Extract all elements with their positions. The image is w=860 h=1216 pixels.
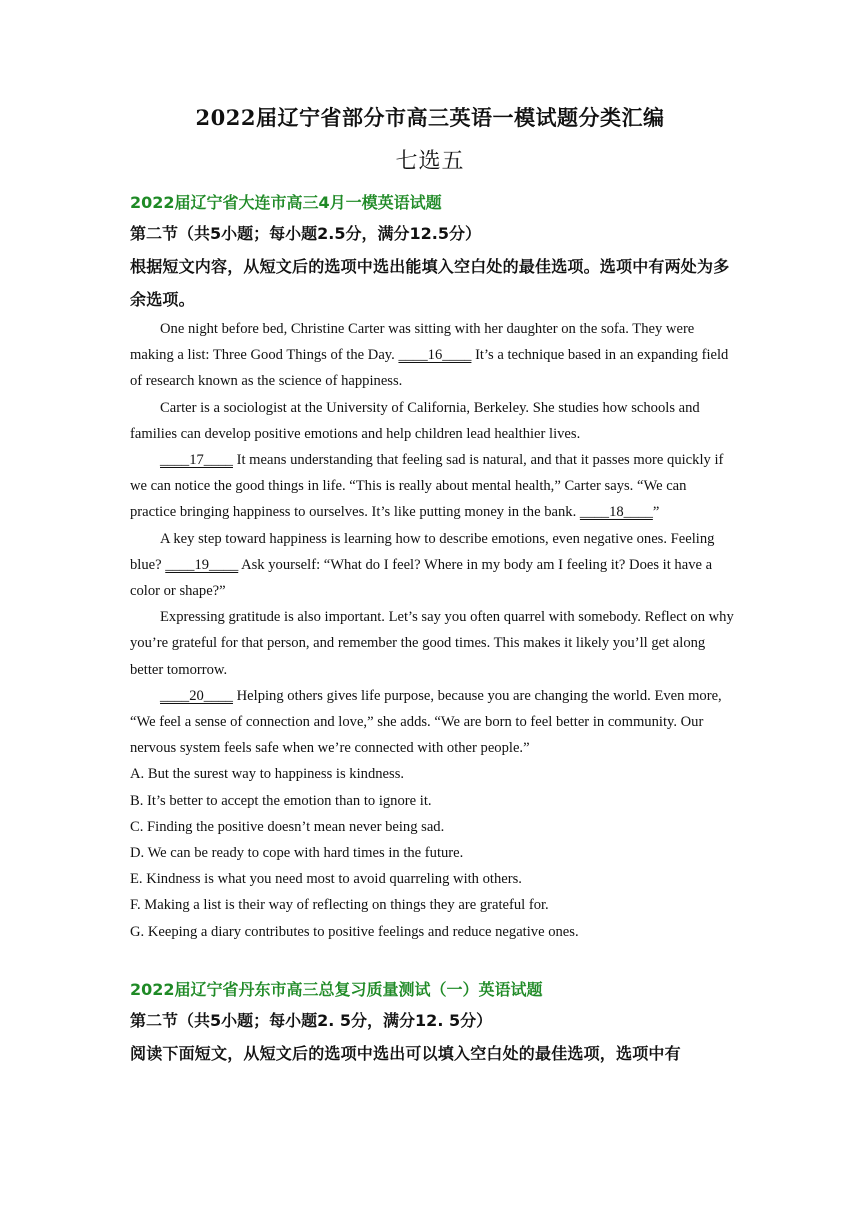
part-heading: 第二节（共5小题；每小题2. 5分，满分12. 5分） bbox=[130, 1010, 493, 1030]
blank-16: ____16____ bbox=[398, 347, 472, 364]
part-heading: 第二节（共5小题；每小题2.5分，满分12.5分） bbox=[130, 224, 481, 243]
document-body bbox=[130, 188, 735, 1070]
document-title: 2022届辽宁省部分市高三英语一模试题分类汇编 bbox=[195, 105, 665, 130]
section-heading-dandong: 2022届辽宁省丹东市高三总复习质量测试（一）英语试题 bbox=[130, 979, 543, 999]
passage-paragraph-5: Expressing gratitude is also important. Let’s say you often quarrel with somebody. Reflect on why you’re grateful for that person, and remember the good times. This makes it likely you’ll get along better tomorrow. bbox=[130, 609, 734, 678]
option-a: A. But the surest way to happiness is kindness. bbox=[130, 766, 405, 783]
paragraph-text: A key step toward happiness is learning how to describe emotions, even negative ones. Feeling blue? bbox=[130, 530, 715, 573]
blank-17: ____17____ bbox=[160, 452, 233, 469]
passage-paragraph-6 bbox=[130, 683, 735, 762]
blank-20: ____20____ bbox=[160, 687, 233, 704]
passage-paragraph-4 bbox=[130, 526, 735, 605]
option-g: G. Keeping a diary contributes to positive feelings and reduce negative ones. bbox=[130, 923, 579, 940]
passage-paragraph-1 bbox=[130, 316, 735, 395]
paragraph-text: It means understanding that feeling sad is natural, and that it passes more quickly if we can notice the good things in life. “This is really about mental health,” Carter says. “We can practice bringing happiness to ourselves. It’s like putting money in the bank. bbox=[130, 452, 724, 521]
section-heading-dalian: 2022届辽宁省大连市高三4月一模英语试题 bbox=[130, 193, 442, 212]
paragraph-text: ” bbox=[652, 504, 660, 521]
option-c: C. Finding the positive doesn’t mean never being sad. bbox=[130, 818, 445, 835]
paragraph-text: Ask yourself: “What do I feel? Where in my body am I feeling it? Does it have a color or shape?” bbox=[130, 556, 713, 600]
paragraph-text: Helping others gives life purpose, because you are changing the world. Even more, “We feel a sense of connection and love,” she adds. “We are born to feel better in community. Our nervous system feels safe when we’re connected with other people.” bbox=[130, 687, 722, 757]
blank-19: ____19____ bbox=[165, 556, 239, 573]
option-f: F. Making a list is their way of reflecting on things they are grateful for. bbox=[130, 897, 549, 914]
section-spacer bbox=[130, 945, 735, 975]
instruction-text: 阅读下面短文，从短文后的选项中选出可以填入空白处的最佳选项，选项中有 bbox=[130, 1043, 681, 1063]
blank-18: ____18____ bbox=[579, 504, 653, 521]
option-b: B. It’s better to accept the emotion than to ignore it. bbox=[130, 792, 432, 809]
document-subtitle: 七选五 bbox=[395, 149, 465, 174]
passage-paragraph-2: Carter is a sociologist at the University of California, Berkeley. She studies how schools and families can develop positive emotions and help children lead healthier lives. bbox=[130, 399, 700, 442]
option-e: E. Kindness is what you need most to avoid quarreling with others. bbox=[130, 871, 522, 888]
option-d: D. We can be ready to cope with hard times in the future. bbox=[130, 845, 464, 862]
paragraph-text: It’s a technique based in an expanding field of research known as the science of happiness. bbox=[130, 347, 729, 390]
instruction-text: 根据短文内容，从短文后的选项中选出能填入空白处的最佳选项。选项中有两处为多余选项。 bbox=[130, 257, 730, 309]
passage-paragraph-3 bbox=[130, 447, 735, 526]
paragraph-text: One night before bed, Christine Carter was sitting with her daughter on the sofa. They were making a list: Three Good Things of the Day. bbox=[130, 321, 695, 364]
